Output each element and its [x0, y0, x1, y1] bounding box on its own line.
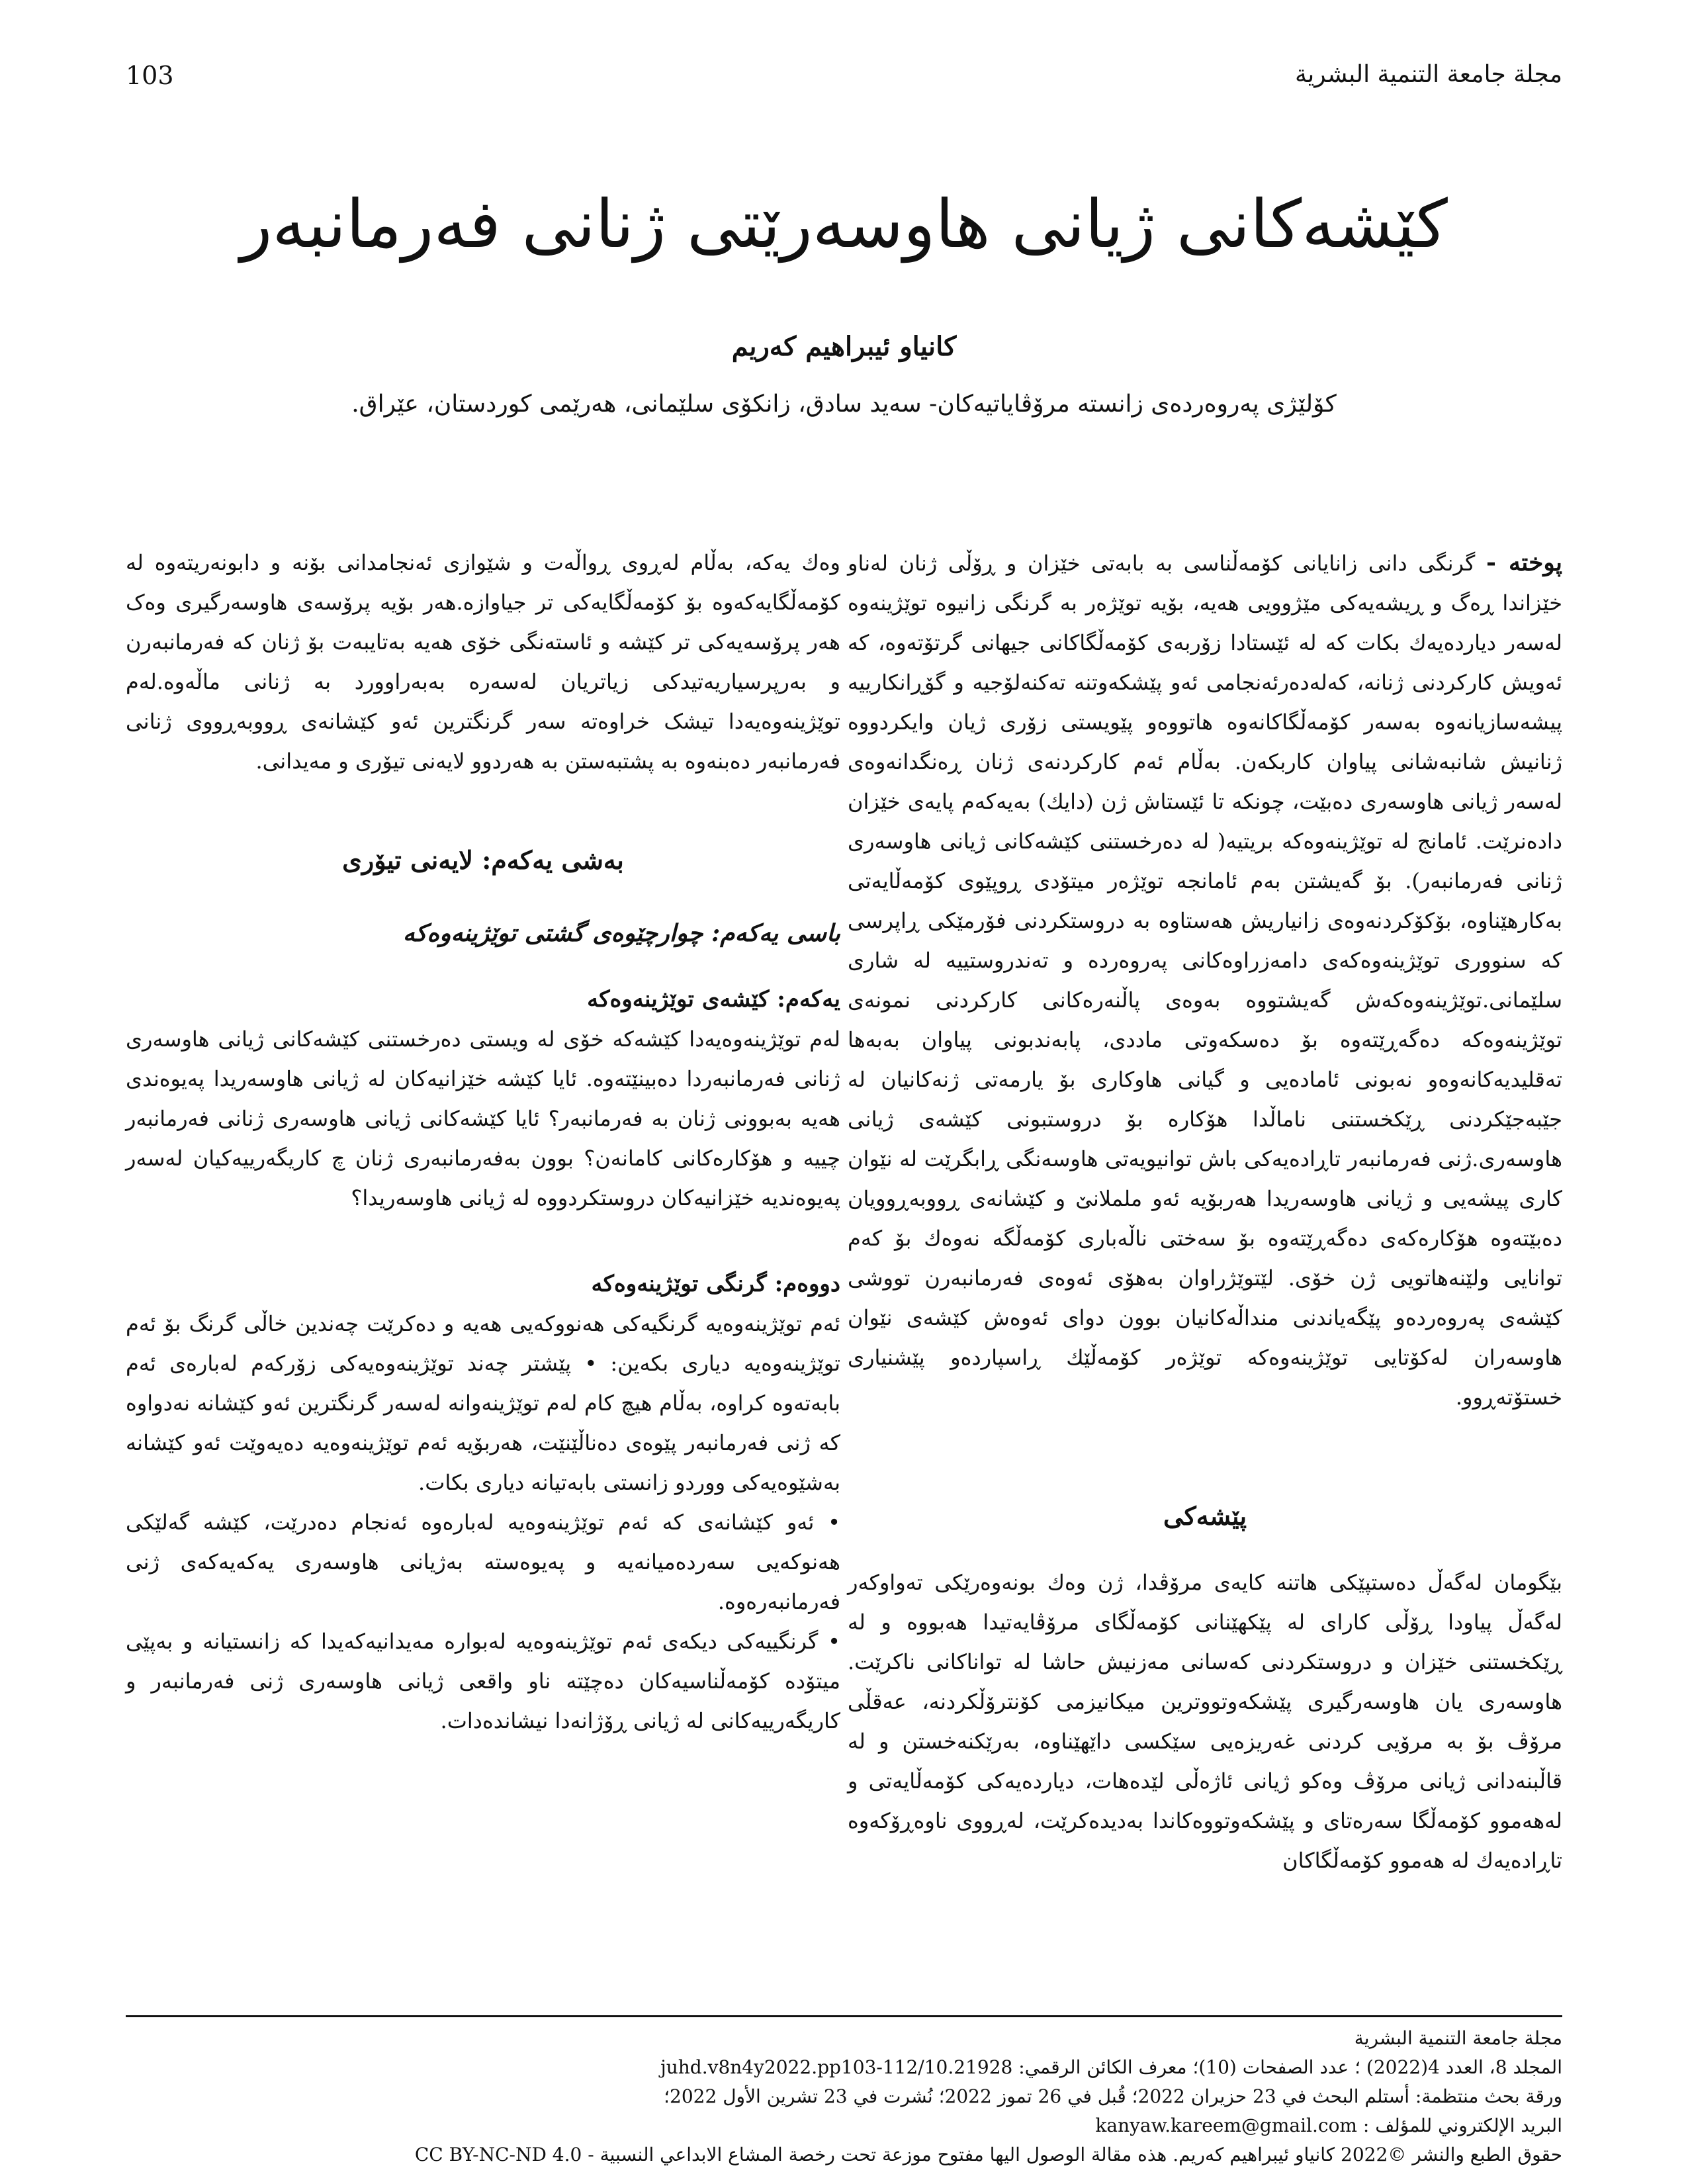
- intro-text: بێگومان لەگەڵ دەستپێکی هاتنە کایەی مرۆڤدا، ژن وەك بونەوەرێکی تەواوکەر لەگەڵ پیاودا ڕۆڵی کارای لە پێکهێنانی کۆمەڵگای مرۆڤایەتیدا هەبووە و لە ڕێکخستنی خێزان و دروستکردنی کەسانی مەزنیش حاشا لە تواناکانی ناکرێت. هاوسەری یان هاوسەرگیری پێشکەوتووترین میکانیزمی کۆنترۆڵکردنە، عەقڵی مرۆڤ بۆ بە مرۆیی کردنی غەریزەیی سێکسی داێهێناوە، بەرێکنەخستن و لە قاڵبنەدانی ژیانی مرۆڤ وەکو ژیانی ئاژەڵی لێدەهات، دیاردەیەکی کۆمەڵایەتی و لەهەموو کۆمەڵگا سەرەتای و پێشکەوتووەکاندا بەدیدەکرێت، لەڕووی ناوەڕۆکەوە تاڕادەیەك لە هەموو کۆمەڵگاکان: [848, 1570, 1562, 1873]
- intro-heading: پێشەکی: [1163, 1501, 1247, 1531]
- importance-heading: دووەم: گرنگی توێژینەوەکە: [591, 1271, 840, 1297]
- abstract-text: گرنگی دانی زانایانی کۆمەڵناسی بە بابەتی خێزان و ڕۆڵی ژنان لەناو خێزاندا ڕەگ و ڕیشەیەکی مێژوویی هەیە، بۆیە توێژەر بە گرنگی زانیوە توێژینەوە لەسەر دیاردەیەك بكات كە لە ئێستادا زۆربەی کۆمەڵگاکانی جیهانی گرتۆتەوە، کە ئەویش کارکردنی ژنانە، کەلەدەرئەنجامی ئەو پێشکەوتنە تەکنەلۆجیە و گۆڕانکارییە پیشەسازیانەوە بەسەر کۆمەڵگاکانەوە هاتووەو پێویستی زۆری ژیان وایکردووە ژنانیش شانبەشانی پیاوان کاربکەن. بەڵام ئەم کارکردنەی ژنان ڕەنگدانەوەی لەسەر ژیانی هاوسەری دەبێت، چونکە تا ئێستاش ژن (دایك) بەیەکەم پایەی خێزان دادەنرێت. ئامانج لە توێژینەوەکە بریتیە( لە دەرخستنی کێشەکانی ژیانی هاوسەری ژنانی فەرمانبەر). بۆ گەیشتن بەم ئامانجە توێژەر میتۆدی ڕوپێوی کۆمەڵایەتی بەکارهێناوە، بۆکۆکردنەوەی زانیاریش هەستاوە بە دروستکردنی فۆرمێکی ڕاپرسی کە سنووری توێژینەوەکەی دامەزراوەکانی پەروەردە و تەندروستییە لە شاری سلێمانی.توێژینەوەکەش گەیشتووە بەوەی پاڵنەرەکانی کارکردنی نمونەی توێژینەوەکە دەگەڕێتەوە بۆ دەسکەوتی ماددی، پابەندبونی پیاوان بەبەها تەقلیدیەکانەوەو نەبونی ئامادەیی و گیانی هاوکاری بۆ یارمەتی ژنەکانیان لە جێبەجێکردنی ڕێکخستنی ناماڵدا هۆکارە بۆ دروستبونی کێشەی ژیانی هاوسەری.ژنی فەرمانبەر تاڕادەیەکی باش توانیویەتی هاوسەنگی ڕابگرێت لە نێوان کاری پیشەیی و ژیانی هاوسەریدا هەربۆیە ئەو ململانێ و کێشانەی ڕووبەڕوویان دەبێتەوە هۆکارەکەی دەگەڕێتەوە بۆ سەختی ناڵەباری کۆمەڵگە نەوەك بۆ کەم توانایی ولێنەهاتویی ژن خۆی. لێتوێژراوان بەهۆی ئەوەی فەرمانبەرن تووشی کێشەی پەروەردەو پێگەیاندنی منداڵەکانیان بوون دوای ئەوەش کێشەی نێوان هاوسەران لەکۆتایی توێژینەوەکە توێژەر کۆمەڵێك ڕاسپاردەو پێشنیاری خستۆتەڕوو.: [848, 551, 1563, 1410]
- footer-journal: مجلة جامعة التنمية البشرية: [1354, 2027, 1562, 2049]
- footer-volume: المجلد 8، العدد 4(2022) ؛ عدد الصفحات (10)؛ معرف الكائن الرقمي: 10.21928/juhd.v8n4y2022.pp103-112: [660, 2056, 1562, 2078]
- footer-email-row: [126, 2111, 1562, 2140]
- problem-text: لەم توێژینەوەیەدا کێشەکە خۆی لە ویستی دەرخستنی کێشەکانی ژیانی هاوسەری ژنانی فەرمانبەردا دەبینێتەوە. ئایا کێشە خێزانیەکان لە ژیانی هاوسەریدا پەیوەندی هەیە بەبوونی ژنان بە فەرمانبەر؟ ئایا کێشەکانی ژیانی هاوسەری ژنانی فەرمانبەر چییە و هۆکارەکانی کامانەن؟ بوون بەفەرمانبەری ژنان چ کاریگەرییەکیان لەسەر پەیوەندیە خێزانیەکان دروستکردووە لە ژیانی هاوسەریدا؟: [126, 1026, 841, 1210]
- author-name: كانياو ئيبراهيم كەريم: [731, 331, 957, 362]
- page-number: 103: [126, 61, 174, 90]
- author-affiliation: کۆلێژی پەروەردەی زانستە مرۆڤایاتیەکان- سەید سادق، زانکۆی سلێمانی، هەرێمی کوردستان، عێراق.: [351, 390, 1337, 418]
- journal-name: مجلة جامعة التنمية البشرية: [1294, 61, 1562, 88]
- section-heading: بەشی یەکەم: لایەنی تیۆری: [342, 845, 624, 875]
- footer-copyright: حقوق الطبع والنشر ©2022 كانياو ئيبراهيم كەريم. هذه مقالة الوصول اليها مفتوح موزعة تحت رخصة المشاع الابداعي النسبية - CC BY-NC-ND 4.0: [414, 2144, 1562, 2165]
- abstract: [848, 543, 1562, 1417]
- importance-bullet: • گرنگییەکی دیکەی ئەم توێژینەوەیە لەبواره مەیدانیەکەیدا کە زانستیانە و بەپێی میتۆدە کۆمەڵناسیەکان دەچێتە ناو واقعی ژیانی هاوسەری ژنی فەرمانبەر و کاریگەرییەکانی لە ژیانی ڕۆژانەدا نیشاندەدات.: [126, 1629, 840, 1733]
- right-column: [848, 543, 1562, 1880]
- footer: [126, 2024, 1562, 2169]
- page-title: کێشەکانی ژیانی هاوسەرێتی ژنانی فەرمانبەر: [240, 185, 1448, 263]
- footer-dates: ورقة بحث منتظمة: أستلم البحث في 23 حزيران 2022؛ قُبل في 26 تموز 2022؛ نُشرت في 23 تشرين الأول 2022؛: [664, 2085, 1562, 2107]
- subsection-heading: باسی یەکەم: چوارچێوەی گشتی توێژینەوەکە: [402, 919, 840, 947]
- left-column: [126, 543, 840, 1741]
- intro-continued: وەك یەکە، بەڵام لەڕوی ڕواڵەت و شێوازی ئەنجامدانی بۆنە و دابونەریتەوە لە کۆمەڵگایەکەوە بۆ کۆمەڵگایەکی تر جیاوازە.هەر بۆیە پرۆسەی هاوسەرگیری وەک هەر پرۆسەیەکی تر کێشە و ئاستەنگی خۆی هەیە بەتایبەت بۆ ژنان کە فەرمانبەرن و بەرپرسیاریەتیدکی زیاتریان لەسەرە بەبەراوورد بە ژنانی ماڵەوە.لەم توێژینەوەیەدا تیشک خراوەتە سەر گرنگترین ئەو کێشانەی ڕووبەڕووی ژنانی فەرمانبەر دەبنەوە بە پشتبەستن بە هەردوو لایەنی تیۆری و مەیدانی.: [126, 550, 841, 774]
- problem-heading: یەکەم: کێشەی توێژینەوەکە: [587, 986, 840, 1013]
- abstract-label: پوختە -: [1486, 549, 1563, 576]
- footer-divider: [126, 2015, 1562, 2017]
- footer-email-label: البريد الإلكتروني للمؤلف :: [1362, 2115, 1562, 2136]
- importance-bullet: • ئەو کێشانەی کە ئەم توێژینەوەیە لەبارەوە ئەنجام دەدرێت، کێشە گەلێکی هەنوکەیی سەردەمیانەیە و پەیوەستە بەژیانی هاوسەری یەکەیەکەی ژنی فەرمانبەرەوە.: [126, 1510, 841, 1614]
- author-email-link[interactable]: kanyaw.kareem@gmail.com: [1095, 2115, 1357, 2136]
- importance-text: ئەم توێژینەوەیە گرنگیەکی هەنووکەیی هەیە و دەکرێت چەندین خاڵی گرنگ بۆ ئەم توێژینەوەیە دیاری بکەین: • پێشتر چەند توێژینەوەیەکی زۆرکەم لەبارەی ئەم بابەتەوە کراوە، بەڵام هیچ کام لەم توێژینەوانە لەسەر گرنگترین ئەو کێشانە نەدواوە کە ژنی فەرمانبەر پێوەی دەناڵێنێت، هەربۆیە ئەم توێژینەوەیە دەیەوێت ئەو کێشانە بەشێوەیەکی ووردو زانستی بابەتیانە دیاری بکات.: [126, 1311, 841, 1495]
